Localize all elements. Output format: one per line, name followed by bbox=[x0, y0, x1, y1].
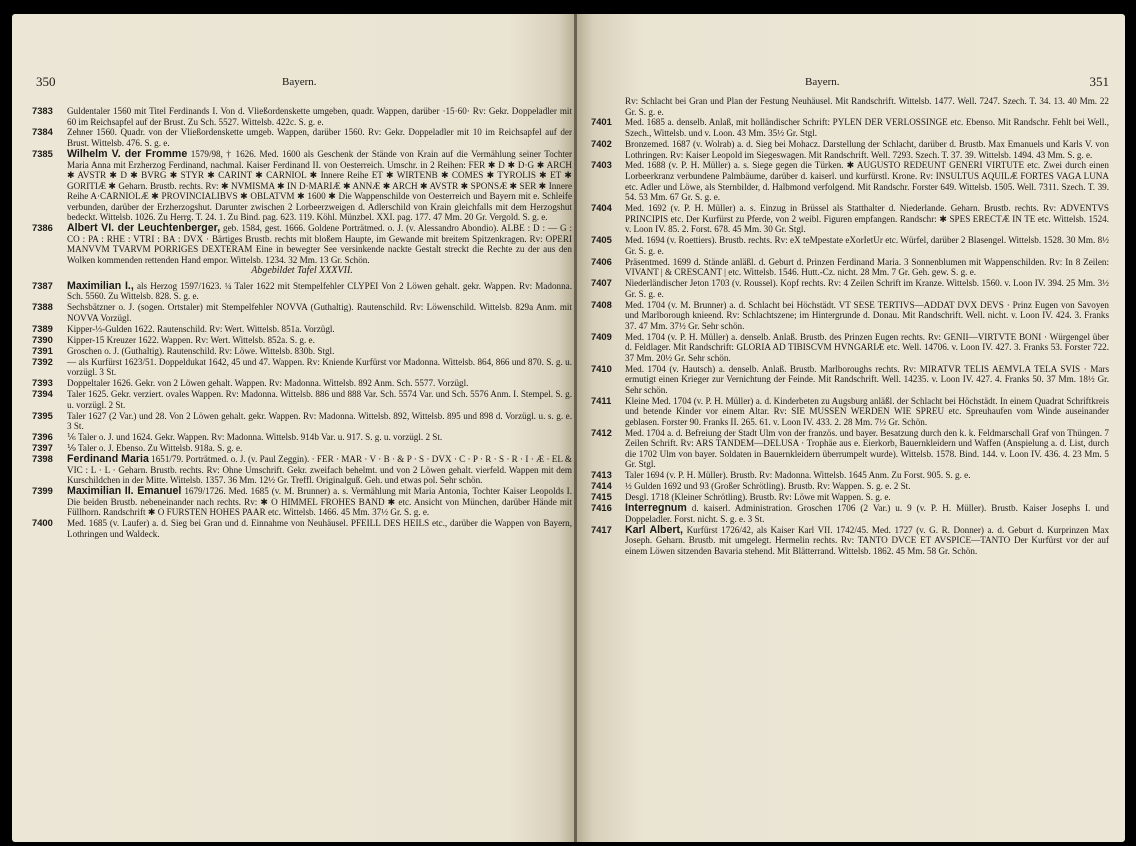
entry-text: — als Kurfürst 1623/51. Doppeldukat 1642, 45 und 47. Wappen. Rv: Kniende Kurfürst vor Madonna. Wittelsb. 864, 866 und 870. S. g. u. vorzügl. 3 St. bbox=[67, 356, 572, 378]
catalog-entry bbox=[591, 525, 1109, 557]
catalog-entry bbox=[32, 357, 572, 378]
lot-number: 7401 bbox=[591, 116, 612, 128]
entry-text: Zehner 1560. Quadr. von der Vließordenskette umgeb. Wappen, darüber 1560. Rv: Gekr. Doppeladler mit 10 im Reichsapfel auf der Brust. Wittelsb. 476. S. g. e. bbox=[67, 127, 572, 149]
lot-number: 7408 bbox=[591, 298, 612, 310]
entry-text: Rv: Schlacht bei Gran und Plan der Festung Neuhäusel. Mit Randschrift. Wittelsb. 1477. Well. 7247. Szech. T. 34. 13. 40 Mm. 22 Gr. S. g. e. bbox=[625, 96, 1109, 117]
catalog-entry bbox=[591, 235, 1109, 256]
ruler-name: Interregnum bbox=[625, 502, 687, 515]
ruler-name: Wilhelm V. der Fromme bbox=[67, 147, 188, 160]
entry-text: Med. 1704 a. d. Befreiung der Stadt Ulm von der französ. und bayer. Besatzung durch den k. k. Feldmarschall Graf von Thüngen. 7 Zeilen Schrift. Rv: ARS TANDEM—DELUSA · Trophäe aus e. Eierkorb, Bauernkleidern und Waffen (Anspielung a. d. List, durch die 1702 Ulm von bayer. Soldaten in Bauernkleidern überrumpelt wurde). Wittelsb. 1578. Bind. 144. v. Loon IV. 436. 4. 23 Mm. 5 Gr. Stgl. bbox=[625, 427, 1109, 470]
lot-number: 7393 bbox=[32, 377, 53, 389]
entry-text: Med. 1685 (v. Laufer) a. d. Sieg bei Gran und d. Einnahme von Neuhäusel. PFEILL DES HEILS etc., darüber die Wappen von Bayern, Lothringen und Waldeck. bbox=[67, 518, 572, 539]
ruler-name: Ferdinand Maria bbox=[67, 452, 149, 465]
entry-text: Groschen o. J. (Guthaltig). Rautenschild. Rv: Löwe. Wittelsb. 830b. Stgl. bbox=[67, 345, 335, 356]
lot-number: 7402 bbox=[591, 137, 612, 149]
entry-text: Desgl. 1718 (Kleiner Schrötling). Brustb. Rv: Löwe mit Wappen. S. g. e. bbox=[625, 492, 891, 503]
ruler-name: Maximilian II. Emanuel bbox=[67, 485, 182, 497]
lot-number: 7387 bbox=[32, 279, 53, 291]
lot-number: 7404 bbox=[591, 202, 612, 214]
lot-number: 7411 bbox=[591, 394, 612, 406]
catalog-entry bbox=[32, 432, 572, 443]
entry-text: 1579/98, † 1626. Med. 1600 als Geschenk der Stände von Krain auf die Vermählung seiner Tochter Maria Anna mit Erzherzog Ferdinand, nachmal. Kaiser Ferdinand II. von Oesterreich. Umschr. in 2 Reihen: FER ✱ D ✱ D·G ✱ ARCH ✱ AVSTR ✱ D ✱ BVRG ✱ STYR ✱ CARINT ✱ CARNIOL ✱ Innere Reihe ET ✱ WIRTENB ✱ COMES ✱ TYROLIS ✱ ET ✱ GORITIÆ ✱ Geharn. Brustb. rechts. Rv: ✱ NVMISMA ✱ IN D·MARIÆ ✱ ANNÆ ✱ ARCH ✱ AVSTR ✱ SPONSÆ ✱ SER ✱ Innere Reihe A·CARNIOLÆ ✱ PROVINCIALIBVS ✱ OBLATVM ✱ 1600 ✱ Die Wappenschilde von Oesterreich und Bayern mit e. Schleife verbunden, darüber der Erzherzogshut. Darunter zwischen 2 Lorbeerzweigen d. Adlerschild von Krain gleichfalls mit dem Herzogshut bedeckt. Wittelsb. 1026. Zu Herrg. T. 24. 1. Zu Bind. pag. 623. 119. Köhl. Münzbel. XXI. pag. 177. 47 Mm. 20 Gr. Vergold. S. g. e. bbox=[67, 148, 573, 223]
lot-number: 7385 bbox=[32, 147, 53, 159]
ruler-name: Karl Albert, bbox=[625, 523, 684, 536]
lot-number: 7398 bbox=[32, 452, 53, 464]
lot-number: 7414 bbox=[591, 480, 612, 492]
lot-number: 7397 bbox=[32, 442, 53, 454]
lot-number: 7409 bbox=[591, 330, 612, 342]
lot-number: 7394 bbox=[32, 388, 53, 400]
catalog-entry bbox=[591, 160, 1109, 202]
entry-text: Med. 1704 (v. M. Brunner) a. d. Schlacht bei Höchstädt. VT SESE TERTIVS—ADDAT DVX DEVS · Prinz Eugen von Savoyen und Marlborough knieend. Rv: Schlachtszene; im Hintergrunde d. Donau. Mit Randschrift. Well. nicht. v. Loon IV. 424. 3. Franks 37. 47 Mm. 37½ Gr. Sehr schön. bbox=[625, 299, 1109, 331]
catalog-entry bbox=[591, 117, 1109, 138]
entry-text: Med. 1704 (v. Hautsch) a. denselb. Anlaß. Brustb. Marlboroughs rechts. Rv: MIRATVR TELIS AEMVLA TELA SVIS · Mars ermutigt einen Krieger zur Vernichtung der Feinde. Mit Randschrift. Well. 14235. v. Loon IV. 427. 4. Franks 50. 37 Mm. 18½ Gr. Sehr schön. bbox=[625, 363, 1109, 395]
lot-number: 7384 bbox=[32, 126, 53, 138]
catalog-entry bbox=[32, 486, 572, 518]
catalog-entry-continuation bbox=[591, 96, 1109, 117]
lot-number: 7405 bbox=[591, 234, 612, 246]
entry-text: Kipper-15 Kreuzer 1622. Wappen. Rv: Wert. Wittelsb. 852a. S. g. e. bbox=[67, 334, 315, 345]
catalog-entry bbox=[591, 481, 1109, 492]
lot-number: 7391 bbox=[32, 344, 53, 356]
lot-number: 7399 bbox=[32, 485, 53, 496]
plate-caption: Abgebildet Tafel XXXVII. bbox=[251, 265, 353, 277]
lot-number: 7410 bbox=[591, 362, 612, 374]
lot-number: 7383 bbox=[32, 105, 53, 116]
catalog-entry bbox=[591, 278, 1109, 299]
right-page bbox=[577, 14, 1125, 842]
lot-number: 7396 bbox=[32, 431, 53, 443]
lot-number: 7389 bbox=[32, 322, 53, 334]
lot-number: 7406 bbox=[591, 255, 612, 267]
lot-number: 7416 bbox=[591, 502, 612, 514]
catalog-entry bbox=[591, 257, 1109, 278]
lot-number: 7415 bbox=[591, 491, 612, 503]
entry-text: Guldentaler 1560 mit Titel Ferdinands I. Von d. Vließordenskette umgeben, quadr. Wappen, darüber ·15·60· Rv: Gekr. Doppeladler mit 60 im Reichsapfel auf der Brust. Zu Sch. 5527. Wittelsb. 422c. S. g. e. bbox=[67, 106, 572, 127]
catalog-entry bbox=[32, 518, 572, 539]
catalog-entry bbox=[32, 378, 572, 389]
catalog-entry bbox=[32, 454, 572, 486]
entry-text: Med. 1685 a. denselb. Anlaß, mit holländischer Schrift: PYLEN DER VERLOSSINGE etc. Ebenso. Mit Randschr. Fehlt bei Well., Szech., Wittelsb. und v. Loon. 43 Mm. 35½ Gr. Stgl. bbox=[625, 117, 1109, 139]
catalog-entry bbox=[32, 389, 572, 410]
entry-text: Taler 1625. Gekr. verziert. ovales Wappen. Rv: Madonna. Wittelsb. 886 und 888 Var. Sch. 5574 Var. und Sch. 5576 Anm. I. Stempel. S. g. u. vorzügl. 2 St. bbox=[67, 389, 572, 410]
entry-text: d. kaiserl. Administration. Groschen 1706 (2 Var.) u. 9 (v. P. H. Müller). Brustb. Kaiser Josephs I. und Doppeladler. Forst. nicht. S. g. e. 3 St. bbox=[625, 503, 1109, 524]
entry-text: ⅑ Taler o. J. Ebenso. Zu Wittelsb. 918a. S. g. e. bbox=[67, 443, 243, 454]
lot-number: 7388 bbox=[32, 301, 53, 313]
page-number: 351 bbox=[1089, 74, 1109, 89]
entry-text: Präsentmed. 1699 d. Stände anläßl. d. Geburt d. Prinzen Ferdinand Maria. 3 Sonnenblumen mit Wappenschilden. Rv: In 8 Zeilen: VIVANT | & CRESCANT | etc. Wittelsb. 1546. Hutt.-Cz. nicht. 28 Mm. 7 Gr. Geh. gew. S. g. e. bbox=[625, 256, 1109, 278]
running-title: Bayern. bbox=[282, 76, 317, 88]
lot-number: 7403 bbox=[591, 159, 612, 171]
entry-text: Taler 1694 (v. P. H. Müller). Brustb. Rv: Madonna. Wittelsb. 1645 Anm. Zu Forst. 905. S. g. e. bbox=[625, 470, 971, 481]
entry-text: 1651/79. Porträtmed. o. J. (v. Paul Zeggin). · FER · MAR · V · B · & P · S · DVX · C · P · R · S · R · I · Æ · EL & VIC : L · L · Geharn. Brustb. rechts. Rv: Ohne Umschrift. Gekr. zweifach behelmt. und von 2 Löwen gehalt. vierfeld. Wappen mit dem Kurschildchen in der Mitte. Wittelsb. 1357. 36 Mm. 12½ Gr. Treffl. Originalguß. Geh. und etwas pol. Sehr schön. bbox=[67, 453, 572, 486]
catalog-entry bbox=[32, 281, 572, 302]
catalog-entry bbox=[591, 396, 1109, 428]
ruler-name: Maximilian I., bbox=[67, 279, 134, 292]
entry-text: Sechsbätzner o. J. (sogen. Ortstaler) mit Stempelfehler NOVVA (Guthaltig). Rautenschild. Rv: Löwenschild. Wittelsb. 829a Anm. mit NOVVA Vorzügl. bbox=[67, 302, 572, 323]
entry-text: Med. 1692 (v. P. H. Müller) a. s. Einzug in Brüssel als Statthalter d. Niederlande. Geharn. Brustb. rechts. Rv: ADVENTVS PRINCIPIS etc. Der Kurfürst zu Pferde, von 2 weibl. Figuren empfangen. Randschr: ✱ SPES ERECTÆ IN TE etc. Wittelsb. 1524. v. Loon IV. 85. 2. Forst. 678. 45 Mm. 30 Gr. Stgl. bbox=[625, 203, 1109, 235]
left-page bbox=[12, 14, 575, 842]
catalog-entry bbox=[591, 332, 1109, 364]
catalog-entry bbox=[591, 139, 1109, 160]
catalog-entry bbox=[32, 149, 572, 223]
catalog-entries bbox=[591, 96, 1109, 557]
entry-text: Med. 1694 (v. Roettiers). Brustb. rechts. Rv: eX teMpestate eXorIetUr etc. Würfel, darüber 2 Blasengel. Wittelsb. 1528. 30 Mm. 8½ Gr. S. g. e. bbox=[625, 235, 1109, 256]
lot-number: 7413 bbox=[591, 469, 612, 481]
catalog-entry bbox=[591, 203, 1109, 235]
catalog-entry bbox=[32, 106, 572, 127]
entry-text: geb. 1584, gest. 1666. Goldene Porträtmed. o. J. (v. Alessandro Abondio). ALBE : D : — G : CO : PA : RHE : VTRI : BA : DVX · Bärtiges Brustb. rechts mit bloßem Haupte, im Gewande mit breitem Spitzenkragen. Rv: OPERI MANVVM TVARVM PORRIGES DEXTERAM Eine in bewegter See versinkende nackte Gestalt streckt die Rechte zu der aus den Wolken kommenden rettenden Hand empor. Wittelsb. 1234. 32 Mm. 13 Gr. Schön. bbox=[67, 223, 572, 265]
entry-text: Kipper-⅓-Gulden 1622. Rautenschild. Rv: Wert. Wittelsb. 851a. Vorzügl. bbox=[67, 323, 335, 334]
lot-number: 7412 bbox=[591, 426, 612, 438]
lot-number: 7400 bbox=[32, 517, 53, 529]
catalog-entry bbox=[32, 346, 572, 357]
lot-number: 7417 bbox=[591, 523, 612, 535]
page-number: 350 bbox=[36, 74, 56, 89]
catalog-entry bbox=[32, 335, 572, 346]
running-title: Bayern. bbox=[805, 76, 840, 88]
entry-text: Niederländischer Jeton 1703 (v. Roussel). Kopf rechts. Rv: 4 Zeilen Schrift im Kranze. Wittelsb. 1560. v. Loon IV. 394. 25 Mm. 3½ Gr. S. g. e. bbox=[625, 278, 1109, 299]
catalog-entry bbox=[32, 324, 572, 335]
entry-text: Bronzemed. 1687 (v. Wolrab) a. d. Sieg bei Mohacz. Darstellung der Schlacht, darüber d. Brustb. Max Emanuels und Karls V. von Lothringen. Rv: Kaiser Leopold im Siegeswagen. Mit Randschrift. Well. 7293. Szech. T. 37. 39. Wittelsb. 1494. 43 Mm. S. g. e. bbox=[625, 138, 1109, 160]
catalog-entries bbox=[32, 106, 572, 540]
catalog-entry bbox=[32, 127, 572, 148]
catalog-entry bbox=[591, 300, 1109, 332]
ruler-name: Albert VI. der Leuchtenberger, bbox=[67, 222, 221, 235]
entry-text: Kurfürst 1726/42, als Kaiser Karl VII. 1742/45. Med. 1727 (v. G. R. Donner) a. d. Geburt d. Kurprinzen Max Joseph. Geharn. Brustb. mit umgelegt. Hermelin rechts. Rv: TANTO DVCE ET AVSPICE—TANTO Der Kurfürst vor der auf einem Löwen sitzenden Bavaria stehend. Mit Blätterrand. Wittelsb. 1862. 45 Mm. 58 Gr. Schön. bbox=[625, 524, 1110, 556]
lot-number: 7395 bbox=[32, 409, 53, 421]
lot-number: 7392 bbox=[32, 355, 53, 367]
entry-text: Med. 1704 (v. P. H. Müller) a. denselb. Anlaß. Brustb. des Prinzen Eugen rechts. Rv: GENII—VIRTVTE BONI · Würgengel über d. Feldlager. Mit Randschrift: GLORIA AD TIBISCVM HVNGARIÆ etc. Well. 14706. v. Loon IV. 427. 3. Franks 53. Forster 722. 37 Mm. 20½ Gr. Sehr schön. bbox=[625, 331, 1109, 363]
entry-text: ⅙ Taler o. J. und 1624. Gekr. Wappen. Rv: Madonna. Wittelsb. 914b Var. u. 917. S. g. u. vorzügl. 2 St. bbox=[67, 432, 443, 443]
entry-text: Med. 1688 (v. P. H. Müller) a. s. Siege gegen die Türken. ✱ AUGUSTO REDEUNT GENERI VIRTUTE etc. Zwei durch einen Lorbeerkranz verbundene Palmbäume, darüber d. kaiserl. und kurfürstl. Krone. Rv: INSULTUS AQUILÆ FORTES VAGA LUNA etc. Adler und Löwe, als Sternbilder, d. Halbmond verfolgend. Mit Randschr. Forster 649. Wittelsb. 1505. Well. 7311. Szech. T. 39. 54. 53 Mm. 67 Gr. S. g. e. bbox=[625, 160, 1109, 203]
entry-text: als Herzog 1597/1623. ¼ Taler 1622 mit Stempelfehler CLYPEI Von 2 Löwen gehalt. gekr. Wappen. Rv: Madonna. Sch. 5560. Zu Wittelsb. 828. S. g. e. bbox=[67, 280, 573, 302]
lot-number: 7390 bbox=[32, 333, 53, 345]
catalog-entry bbox=[591, 364, 1109, 396]
lot-number: 7407 bbox=[591, 277, 612, 289]
entry-text: Doppeltaler 1626. Gekr. von 2 Löwen gehalt. Wappen. Rv: Madonna. Wittelsb. 892 Anm. Sch. 5577. Vorzügl. bbox=[67, 378, 469, 389]
entry-text: Kleine Med. 1704 (v. P. H. Müller) a. d. Kinderbeten zu Augsburg anläßl. der Schlacht bei Höchstädt. In einem Quadrat Schriftkreis und betende Kinder vor einem Altar. Rv: SIE MUSSEN WERDEN WIE SPREU etc. Spreuhaufen vom Winde auseinander geblasen. Forster 90. Franks II. 265. 61. v. Loon IV. 433. 2. 28 Mm. 7½ Gr. Schön. bbox=[625, 395, 1109, 427]
entry-text: Taler 1627 (2 Var.) und 28. Von 2 Löwen gehalt. gekr. Wappen. Rv: Madonna. Wittelsb. 892, Wittelsb. 895 und 898 d. Vorzügl. u. s. g. e. 3 St. bbox=[67, 410, 572, 432]
catalog-entry bbox=[32, 411, 572, 432]
catalog-entry bbox=[32, 302, 572, 323]
entry-text: ½ Gulden 1692 und 93 (Großer Schrötling). Brustb. Rv: Wappen. S. g. e. 2 St. bbox=[625, 481, 911, 492]
catalog-entry bbox=[591, 428, 1109, 470]
entry-text: 1679/1726. Med. 1685 (v. M. Brunner) a. s. Vermählung mit Maria Antonia, Tochter Kaiser Leopolds I. Die beiden Brustb. nebeneinander nach rechts. Rv: ✱ O HIMMEL FROHES BAND ✱ etc. Ansicht von München, darüber Hände mit Füllhorn. Randschrift ✱ O FURSTEN HOHES PAAR etc. Wittelsb. 1466. 45 Mm. 37½ Gr. S. g. e. bbox=[67, 486, 573, 518]
catalog-entry bbox=[591, 470, 1109, 481]
lot-number: 7386 bbox=[32, 222, 53, 234]
catalog-entry bbox=[32, 223, 572, 265]
catalog-entry bbox=[591, 503, 1109, 524]
